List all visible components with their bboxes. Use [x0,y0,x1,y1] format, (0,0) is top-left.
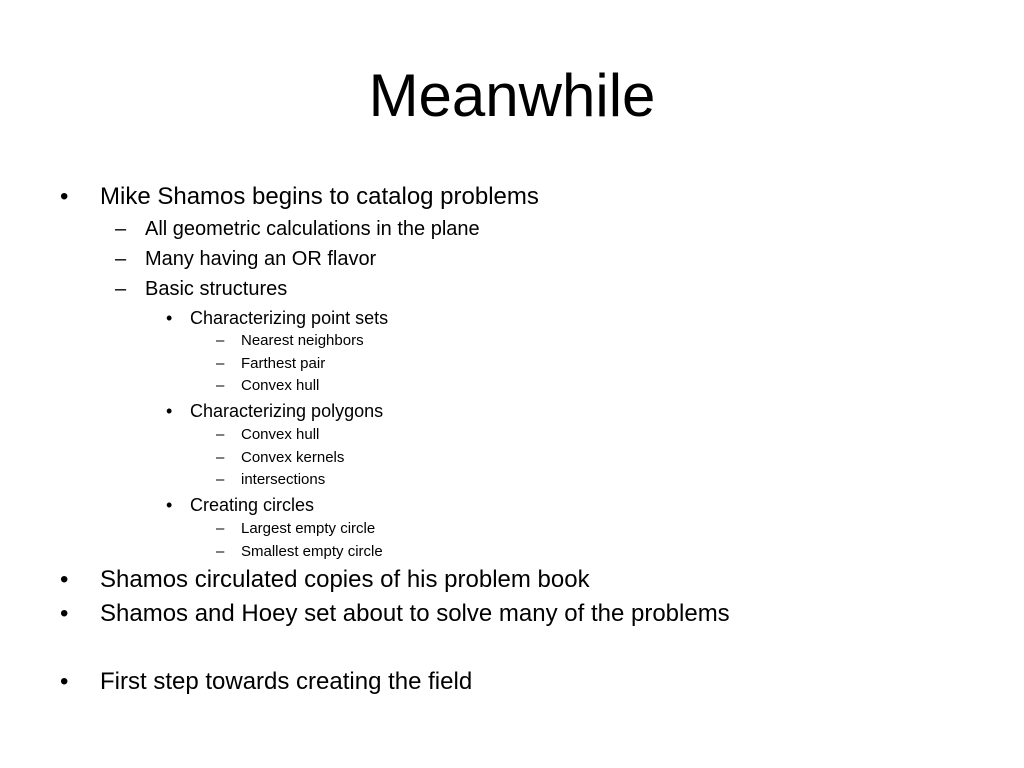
leaf-bullet-item [216,332,364,350]
slide-title: Meanwhile [368,62,656,129]
bullet-marker: • [166,495,173,515]
dash-marker: – [115,278,127,300]
bullet-text: Smallest empty circle [241,543,383,560]
bullet-text: Farthest pair [241,355,326,372]
bullet-text: Nearest neighbors [241,332,364,349]
bullet-text: Shamos and Hoey set about to solve many of the problems [100,600,730,627]
dash-marker: – [216,426,225,443]
leaf-bullet-item [216,377,320,395]
bullet-marker: • [166,308,173,328]
dash-marker: – [216,377,225,394]
leaf-bullet-item [216,471,326,489]
sub-sub-bullet-item [166,307,389,329]
bullet-marker: • [60,600,69,627]
bullet-text: Creating circles [190,495,315,515]
dash-marker: – [216,520,225,537]
leaf-bullet-item [216,449,345,467]
bullet-text: Mike Shamos begins to catalog problems [100,183,539,210]
bullet-text: Convex kernels [241,449,345,466]
bullet-text: Basic structures [145,278,288,300]
sub-sub-bullet-item [166,400,384,422]
bullet-item [60,566,590,594]
leaf-bullet-item [216,520,376,538]
bullet-text: Shamos circulated copies of his problem book [100,566,590,593]
bullet-text: All geometric calculations in the plane [145,218,480,240]
bullet-marker: • [60,668,69,695]
bullet-text: Largest empty circle [241,520,376,537]
dash-marker: – [216,543,225,560]
leaf-bullet-item [216,355,326,373]
dash-marker: – [115,248,127,270]
bullet-marker: • [166,401,173,421]
dash-marker: – [216,449,225,466]
dash-marker: – [115,218,127,240]
bullet-marker: • [60,183,69,210]
sub-bullet-item [115,277,288,301]
bullet-text: First step towards creating the field [100,668,473,695]
bullet-text: intersections [241,471,326,488]
bullet-item [60,183,539,211]
sub-bullet-item [115,217,480,241]
sub-sub-bullet-item [166,494,315,516]
bullet-text: Characterizing polygons [190,401,384,421]
bullet-marker: • [60,566,69,593]
bullet-text: Characterizing point sets [190,308,389,328]
leaf-bullet-item [216,426,320,444]
sub-bullet-item [115,247,377,271]
dash-marker: – [216,355,225,372]
bullet-text: Convex hull [241,426,320,443]
dash-marker: – [216,332,225,349]
bullet-text: Many having an OR flavor [145,248,377,270]
dash-marker: – [216,471,225,488]
bullet-item [60,600,730,628]
bullet-item [60,668,473,696]
leaf-bullet-item [216,543,383,561]
bullet-text: Convex hull [241,377,320,394]
